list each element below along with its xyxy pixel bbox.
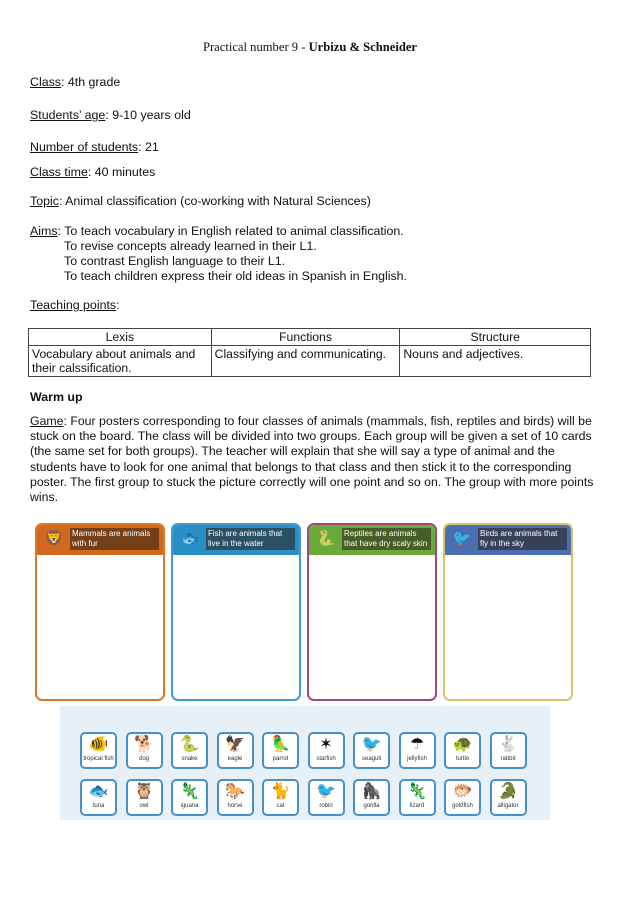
teaching-field — [30, 298, 120, 313]
warmup-title: Warm up — [30, 390, 83, 404]
animal-card — [399, 779, 436, 816]
topic-field — [30, 194, 371, 209]
animal-card-label: lizard — [409, 803, 425, 809]
animal-card — [217, 732, 254, 769]
animal-card — [171, 732, 208, 769]
animal-card-label: tuna — [92, 803, 105, 809]
animal-card-label: rabbit — [500, 756, 516, 762]
alligator-icon: 🐊 — [498, 783, 518, 800]
topic-value: : Animal classification (co-working with Natural Sciences) — [58, 194, 371, 208]
animal-card-label: tropical fish — [83, 756, 114, 762]
time-field — [30, 165, 155, 180]
seagull-icon: 🐦 — [361, 736, 382, 753]
poster-label: Fish are animals that live in the water — [206, 528, 295, 550]
poster — [35, 523, 165, 701]
time-label: Class time — [30, 165, 88, 179]
class-label: Class — [30, 75, 61, 89]
animal-card-label: horse — [227, 803, 243, 809]
animal-card-label: alligator — [497, 803, 519, 809]
animal-card-label: snake — [181, 756, 198, 762]
table-row — [29, 346, 591, 377]
animal-card — [444, 732, 481, 769]
header-structure: Structure — [400, 329, 591, 346]
robin-icon: 🐦 — [316, 783, 336, 800]
turtle-icon: 🐢 — [452, 736, 473, 753]
cell-functions: Classifying and communicating. — [211, 346, 400, 377]
game-paragraph — [30, 414, 596, 505]
animal-card-label: parrot — [272, 756, 289, 762]
teaching-points-table — [28, 328, 591, 377]
animal-card-label: goldfish — [452, 803, 473, 809]
animal-cards-panel — [60, 706, 550, 820]
animal-card-label: seagull — [361, 756, 381, 762]
header-authors: Urbizu & Schneider — [308, 40, 418, 54]
iguana-icon: 🦎 — [179, 783, 200, 800]
topic-label: Topic — [30, 194, 59, 208]
animal-card-label: starfish — [316, 756, 336, 762]
poster-label: Birds are animals that fly in the sky — [478, 528, 567, 550]
eagle-icon: 🦅 — [225, 736, 245, 753]
class-value: : 4th grade — [60, 75, 121, 89]
animal-card — [126, 779, 163, 816]
tuna-icon: 🐟 — [88, 783, 109, 800]
age-label: Students’ age — [30, 108, 106, 122]
animal-card-label: turtle — [455, 756, 470, 762]
bird-icon: 🐦 — [452, 530, 472, 547]
age-field — [30, 108, 191, 123]
animal-card-label: gorilla — [363, 803, 380, 809]
gorilla-icon: 🦍 — [361, 783, 382, 800]
dog-icon: 🐕 — [134, 736, 154, 753]
teaching-colon: : — [116, 298, 120, 312]
starfish-icon: ✶ — [319, 736, 333, 753]
aims-field — [30, 224, 404, 239]
time-value: : 40 minutes — [87, 165, 156, 179]
animal-card — [490, 732, 527, 769]
students-field — [30, 140, 159, 155]
animal-card — [262, 779, 299, 816]
aims-first: : To teach vocabulary in English related to animal classification. — [57, 224, 404, 238]
animal-card-label: cat — [276, 803, 285, 809]
animal-card — [399, 732, 436, 769]
animal-card-label: iguana — [180, 803, 199, 809]
class-field — [30, 75, 120, 90]
game-text: : Four posters corresponding to four classes of animals (mammals, fish, reptiles and birds) will be stuck on the board. The class will be divided into two groups. Each group will be given a set of 10 cards (the same set for both groups). The teacher will explain that she will say a type of animal and the students have to look for one animal that belongs to that class and then stick it to the corresponding poster. The first group to stuck the picture correctly will one point and so on. The group with more points wins. — [30, 414, 594, 505]
owl-icon: 🦉 — [134, 783, 154, 800]
fish-icon: 🐟 — [180, 530, 200, 547]
rabbit-icon: 🐇 — [498, 736, 518, 753]
cell-lexis: Vocabulary about animals and their calssification. — [29, 346, 212, 377]
animal-card — [80, 779, 117, 816]
students-value: : 21 — [138, 140, 159, 154]
tropical-fish-icon: 🐠 — [88, 736, 109, 753]
header-lexis: Lexis — [29, 329, 212, 346]
poster — [307, 523, 437, 701]
poster — [171, 523, 301, 701]
header-prefix: Practical number 9 - — [202, 40, 309, 54]
animal-card — [308, 779, 345, 816]
cat-icon: 🐈 — [270, 783, 291, 800]
header-functions: Functions — [211, 329, 400, 346]
lizard-icon: 🦎 — [407, 783, 427, 800]
animal-card — [308, 732, 345, 769]
game-label: Game — [30, 414, 64, 428]
poster-header — [173, 525, 299, 555]
animal-card — [217, 779, 254, 816]
snake-icon: 🐍 — [316, 530, 336, 547]
cell-structure: Nouns and adjectives. — [400, 346, 591, 377]
jellyfish-icon: ☂ — [409, 736, 425, 753]
animal-card-label: dog — [138, 756, 149, 762]
poster-header — [445, 525, 571, 555]
age-value: : 9-10 years old — [105, 108, 191, 122]
snake-icon: 🐍 — [179, 736, 200, 753]
poster-label: Reptiles are animals that have dry scaly skin — [342, 528, 431, 550]
aims-label: Aims — [30, 224, 58, 238]
aims-line: To revise concepts already learned in their L1. — [64, 239, 317, 253]
animal-card-label: eagle — [227, 756, 243, 762]
goldfish-icon: 🐡 — [452, 783, 473, 800]
animal-card — [262, 732, 299, 769]
lion-icon: 🦁 — [44, 530, 64, 547]
poster-header — [309, 525, 435, 555]
aims-line: To contrast English language to their L1. — [64, 254, 286, 268]
animal-card — [80, 732, 117, 769]
page-header — [0, 40, 620, 55]
animal-card-label: jellyfish — [407, 756, 427, 762]
animal-card-label: owl — [139, 803, 149, 809]
parrot-icon: 🦜 — [270, 736, 291, 753]
table-header-row — [29, 329, 591, 346]
animal-card — [126, 732, 163, 769]
horse-icon: 🐎 — [225, 783, 245, 800]
poster — [443, 523, 573, 701]
animal-card — [353, 779, 390, 816]
animal-card — [444, 779, 481, 816]
aims-line: To teach children express their old ideas in Spanish in English. — [64, 269, 408, 283]
poster-label: Mammals are animals with fur — [70, 528, 159, 550]
teaching-label: Teaching points — [30, 298, 117, 312]
animal-card — [171, 779, 208, 816]
animal-card — [490, 779, 527, 816]
students-label: Number of students — [30, 140, 139, 154]
poster-header — [37, 525, 163, 555]
animal-card — [353, 732, 390, 769]
animal-card-label: robin — [319, 803, 333, 809]
